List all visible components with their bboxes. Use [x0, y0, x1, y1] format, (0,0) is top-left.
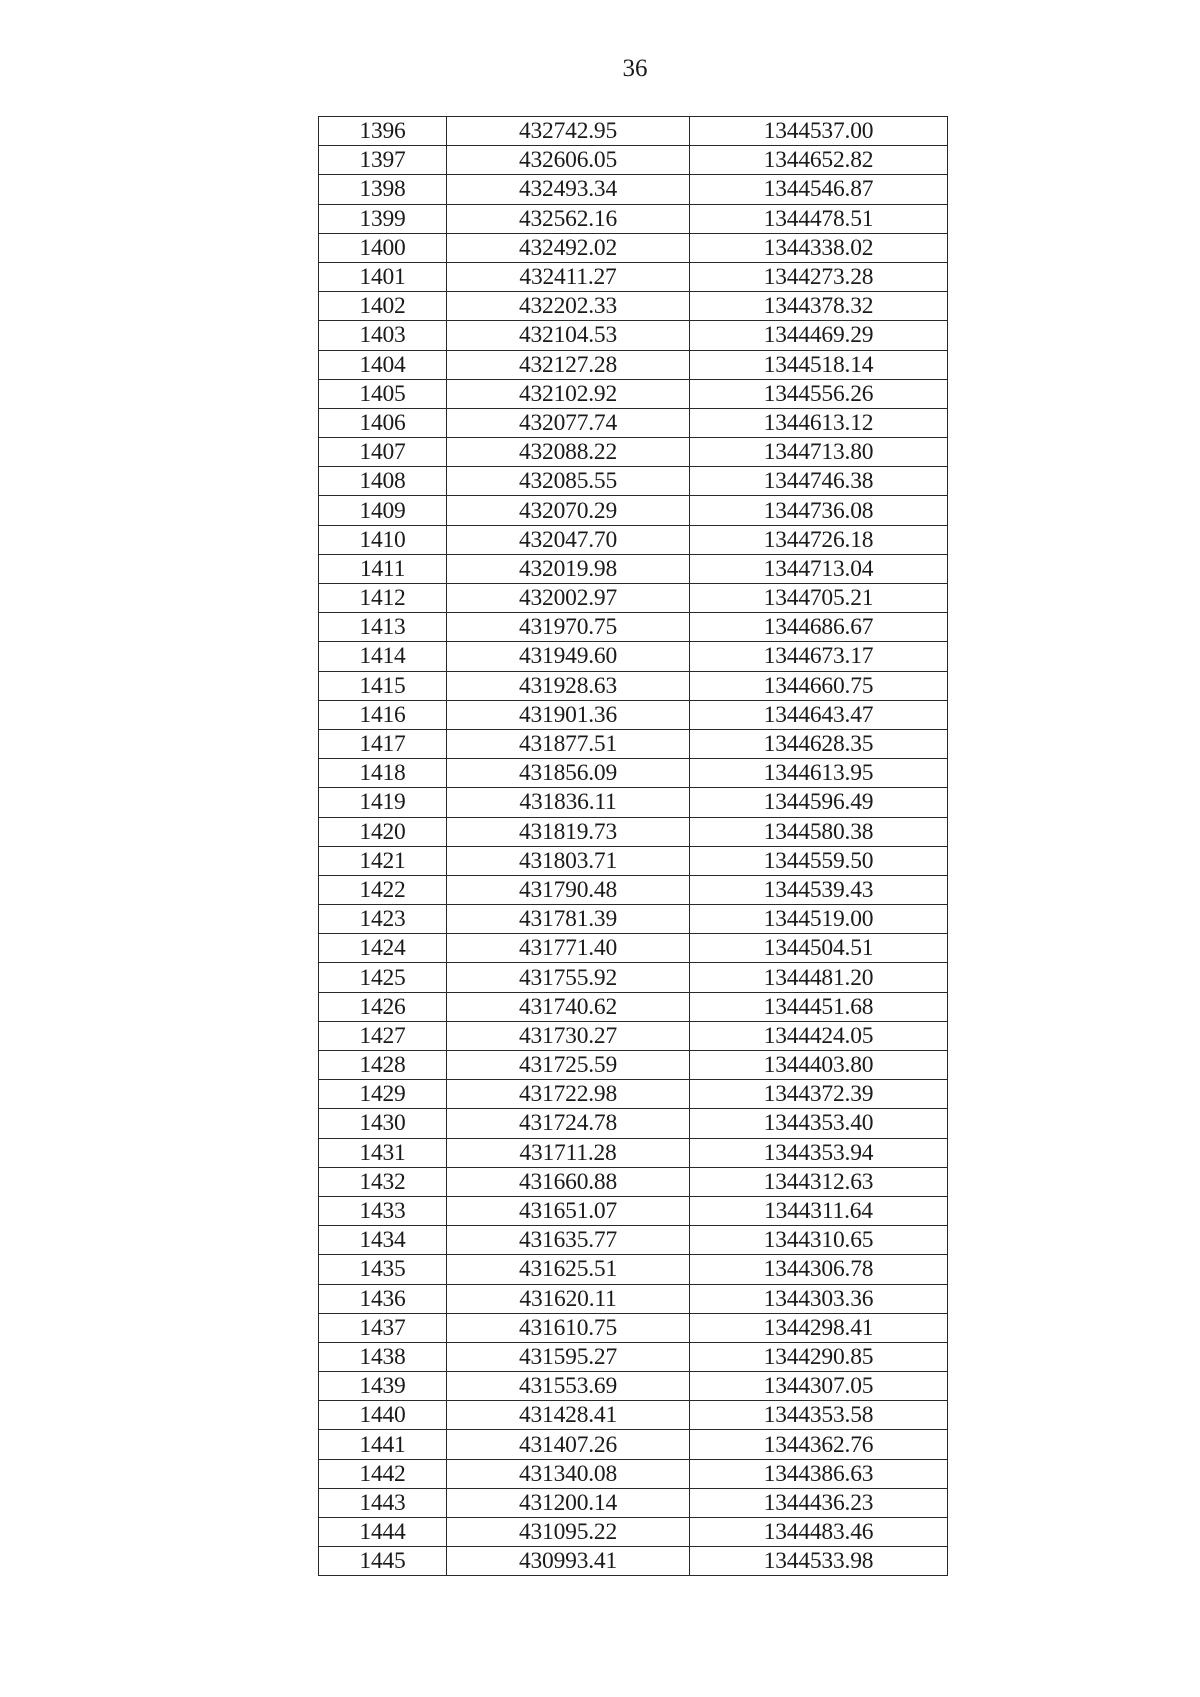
y-coordinate-cell: 1344519.00 [690, 905, 948, 934]
point-number-cell: 1435 [319, 1255, 447, 1284]
x-coordinate-cell: 432088.22 [447, 438, 690, 467]
table-row [319, 554, 948, 583]
table-row [319, 1401, 948, 1430]
y-coordinate-cell: 1344312.63 [690, 1167, 948, 1196]
y-coordinate-cell: 1344378.32 [690, 292, 948, 321]
table-row [319, 1488, 948, 1517]
point-number-cell: 1401 [319, 262, 447, 291]
point-number-cell: 1415 [319, 671, 447, 700]
y-coordinate-cell: 1344290.85 [690, 1342, 948, 1371]
point-number-cell: 1432 [319, 1167, 447, 1196]
point-number-cell: 1445 [319, 1547, 447, 1576]
table-row [319, 233, 948, 262]
x-coordinate-cell: 431740.62 [447, 992, 690, 1021]
y-coordinate-cell: 1344483.46 [690, 1518, 948, 1547]
y-coordinate-cell: 1344613.95 [690, 759, 948, 788]
x-coordinate-cell: 432606.05 [447, 146, 690, 175]
point-number-cell: 1403 [319, 321, 447, 350]
point-number-cell: 1430 [319, 1109, 447, 1138]
table-row [319, 1372, 948, 1401]
y-coordinate-cell: 1344353.58 [690, 1401, 948, 1430]
x-coordinate-cell: 431928.63 [447, 671, 690, 700]
x-coordinate-cell: 431819.73 [447, 817, 690, 846]
table-row [319, 525, 948, 554]
point-number-cell: 1426 [319, 992, 447, 1021]
point-number-cell: 1424 [319, 934, 447, 963]
y-coordinate-cell: 1344643.47 [690, 700, 948, 729]
x-coordinate-cell: 431755.92 [447, 963, 690, 992]
point-number-cell: 1407 [319, 438, 447, 467]
y-coordinate-cell: 1344660.75 [690, 671, 948, 700]
table-row [319, 1518, 948, 1547]
x-coordinate-cell: 431610.75 [447, 1313, 690, 1342]
x-coordinate-cell: 431625.51 [447, 1255, 690, 1284]
table-row [319, 1430, 948, 1459]
table-row [319, 1342, 948, 1371]
point-number-cell: 1425 [319, 963, 447, 992]
point-number-cell: 1428 [319, 1051, 447, 1080]
x-coordinate-cell: 432202.33 [447, 292, 690, 321]
x-coordinate-cell: 432002.97 [447, 584, 690, 613]
table-row [319, 788, 948, 817]
table-row [319, 1284, 948, 1313]
table-row [319, 117, 948, 146]
point-number-cell: 1437 [319, 1313, 447, 1342]
y-coordinate-cell: 1344481.20 [690, 963, 948, 992]
x-coordinate-cell: 431836.11 [447, 788, 690, 817]
x-coordinate-cell: 431722.98 [447, 1080, 690, 1109]
x-coordinate-cell: 431595.27 [447, 1342, 690, 1371]
y-coordinate-cell: 1344556.26 [690, 379, 948, 408]
point-number-cell: 1402 [319, 292, 447, 321]
x-coordinate-cell: 431970.75 [447, 613, 690, 642]
point-number-cell: 1417 [319, 729, 447, 758]
y-coordinate-cell: 1344746.38 [690, 467, 948, 496]
x-coordinate-cell: 431553.69 [447, 1372, 690, 1401]
table-row [319, 992, 948, 1021]
x-coordinate-cell: 431949.60 [447, 642, 690, 671]
x-coordinate-cell: 431781.39 [447, 905, 690, 934]
table-row [319, 759, 948, 788]
y-coordinate-cell: 1344353.40 [690, 1109, 948, 1138]
x-coordinate-cell: 431340.08 [447, 1459, 690, 1488]
y-coordinate-cell: 1344533.98 [690, 1547, 948, 1576]
y-coordinate-cell: 1344362.76 [690, 1430, 948, 1459]
point-number-cell: 1438 [319, 1342, 447, 1371]
y-coordinate-cell: 1344403.80 [690, 1051, 948, 1080]
table-row [319, 1021, 948, 1050]
y-coordinate-cell: 1344273.28 [690, 262, 948, 291]
y-coordinate-cell: 1344686.67 [690, 613, 948, 642]
y-coordinate-cell: 1344372.39 [690, 1080, 948, 1109]
y-coordinate-cell: 1344559.50 [690, 846, 948, 875]
y-coordinate-cell: 1344518.14 [690, 350, 948, 379]
y-coordinate-cell: 1344451.68 [690, 992, 948, 1021]
y-coordinate-cell: 1344596.49 [690, 788, 948, 817]
table-row [319, 146, 948, 175]
point-number-cell: 1436 [319, 1284, 447, 1313]
x-coordinate-cell: 431724.78 [447, 1109, 690, 1138]
table-row [319, 613, 948, 642]
point-number-cell: 1414 [319, 642, 447, 671]
y-coordinate-cell: 1344652.82 [690, 146, 948, 175]
point-number-cell: 1434 [319, 1226, 447, 1255]
point-number-cell: 1405 [319, 379, 447, 408]
point-number-cell: 1399 [319, 204, 447, 233]
table-row [319, 204, 948, 233]
table-row [319, 963, 948, 992]
table-row [319, 875, 948, 904]
y-coordinate-cell: 1344537.00 [690, 117, 948, 146]
table-row [319, 1226, 948, 1255]
table-row [319, 175, 948, 204]
table-row [319, 642, 948, 671]
point-number-cell: 1406 [319, 408, 447, 437]
y-coordinate-cell: 1344436.23 [690, 1488, 948, 1517]
x-coordinate-cell: 432085.55 [447, 467, 690, 496]
point-number-cell: 1404 [319, 350, 447, 379]
point-number-cell: 1419 [319, 788, 447, 817]
y-coordinate-cell: 1344303.36 [690, 1284, 948, 1313]
table-row [319, 1196, 948, 1225]
x-coordinate-cell: 432742.95 [447, 117, 690, 146]
table-row [319, 846, 948, 875]
point-number-cell: 1439 [319, 1372, 447, 1401]
point-number-cell: 1422 [319, 875, 447, 904]
x-coordinate-cell: 431651.07 [447, 1196, 690, 1225]
x-coordinate-cell: 431877.51 [447, 729, 690, 758]
point-number-cell: 1431 [319, 1138, 447, 1167]
table-row [319, 934, 948, 963]
point-number-cell: 1423 [319, 905, 447, 934]
x-coordinate-cell: 432019.98 [447, 554, 690, 583]
table-row [319, 1051, 948, 1080]
table-row [319, 379, 948, 408]
table-row [319, 700, 948, 729]
table-row [319, 1080, 948, 1109]
table-row [319, 671, 948, 700]
x-coordinate-cell: 431095.22 [447, 1518, 690, 1547]
y-coordinate-cell: 1344424.05 [690, 1021, 948, 1050]
point-number-cell: 1421 [319, 846, 447, 875]
point-number-cell: 1409 [319, 496, 447, 525]
coordinates-table-body [319, 117, 948, 1576]
table-row [319, 262, 948, 291]
x-coordinate-cell: 431790.48 [447, 875, 690, 904]
table-row [319, 584, 948, 613]
x-coordinate-cell: 432047.70 [447, 525, 690, 554]
y-coordinate-cell: 1344546.87 [690, 175, 948, 204]
y-coordinate-cell: 1344310.65 [690, 1226, 948, 1255]
table-row [319, 408, 948, 437]
point-number-cell: 1429 [319, 1080, 447, 1109]
x-coordinate-cell: 430993.41 [447, 1547, 690, 1576]
y-coordinate-cell: 1344713.04 [690, 554, 948, 583]
x-coordinate-cell: 432493.34 [447, 175, 690, 204]
x-coordinate-cell: 432102.92 [447, 379, 690, 408]
y-coordinate-cell: 1344469.29 [690, 321, 948, 350]
x-coordinate-cell: 431428.41 [447, 1401, 690, 1430]
x-coordinate-cell: 432127.28 [447, 350, 690, 379]
y-coordinate-cell: 1344673.17 [690, 642, 948, 671]
table-row [319, 1547, 948, 1576]
y-coordinate-cell: 1344628.35 [690, 729, 948, 758]
table-row [319, 1313, 948, 1342]
table-row [319, 1109, 948, 1138]
point-number-cell: 1443 [319, 1488, 447, 1517]
x-coordinate-cell: 432562.16 [447, 204, 690, 233]
x-coordinate-cell: 431407.26 [447, 1430, 690, 1459]
table-row [319, 1459, 948, 1488]
table-row [319, 817, 948, 846]
point-number-cell: 1412 [319, 584, 447, 613]
y-coordinate-cell: 1344504.51 [690, 934, 948, 963]
table-row [319, 467, 948, 496]
table-row [319, 350, 948, 379]
table-row [319, 438, 948, 467]
point-number-cell: 1416 [319, 700, 447, 729]
table-row [319, 292, 948, 321]
table-row [319, 1167, 948, 1196]
x-coordinate-cell: 431856.09 [447, 759, 690, 788]
x-coordinate-cell: 431200.14 [447, 1488, 690, 1517]
y-coordinate-cell: 1344713.80 [690, 438, 948, 467]
x-coordinate-cell: 431771.40 [447, 934, 690, 963]
y-coordinate-cell: 1344580.38 [690, 817, 948, 846]
y-coordinate-cell: 1344478.51 [690, 204, 948, 233]
y-coordinate-cell: 1344311.64 [690, 1196, 948, 1225]
point-number-cell: 1442 [319, 1459, 447, 1488]
x-coordinate-cell: 432070.29 [447, 496, 690, 525]
point-number-cell: 1413 [319, 613, 447, 642]
point-number-cell: 1444 [319, 1518, 447, 1547]
x-coordinate-cell: 431711.28 [447, 1138, 690, 1167]
point-number-cell: 1420 [319, 817, 447, 846]
x-coordinate-cell: 432411.27 [447, 262, 690, 291]
y-coordinate-cell: 1344386.63 [690, 1459, 948, 1488]
y-coordinate-cell: 1344298.41 [690, 1313, 948, 1342]
point-number-cell: 1418 [319, 759, 447, 788]
table-row [319, 496, 948, 525]
point-number-cell: 1411 [319, 554, 447, 583]
x-coordinate-cell: 431730.27 [447, 1021, 690, 1050]
coordinates-table [318, 116, 948, 1576]
y-coordinate-cell: 1344613.12 [690, 408, 948, 437]
x-coordinate-cell: 431901.36 [447, 700, 690, 729]
point-number-cell: 1440 [319, 1401, 447, 1430]
table-row [319, 905, 948, 934]
point-number-cell: 1410 [319, 525, 447, 554]
point-number-cell: 1400 [319, 233, 447, 262]
table-row [319, 1255, 948, 1284]
y-coordinate-cell: 1344307.05 [690, 1372, 948, 1401]
y-coordinate-cell: 1344338.02 [690, 233, 948, 262]
point-number-cell: 1408 [319, 467, 447, 496]
table-row [319, 1138, 948, 1167]
y-coordinate-cell: 1344353.94 [690, 1138, 948, 1167]
table-row [319, 321, 948, 350]
point-number-cell: 1427 [319, 1021, 447, 1050]
point-number-cell: 1441 [319, 1430, 447, 1459]
x-coordinate-cell: 431620.11 [447, 1284, 690, 1313]
x-coordinate-cell: 431660.88 [447, 1167, 690, 1196]
y-coordinate-cell: 1344705.21 [690, 584, 948, 613]
point-number-cell: 1398 [319, 175, 447, 204]
y-coordinate-cell: 1344726.18 [690, 525, 948, 554]
point-number-cell: 1397 [319, 146, 447, 175]
y-coordinate-cell: 1344736.08 [690, 496, 948, 525]
y-coordinate-cell: 1344539.43 [690, 875, 948, 904]
point-number-cell: 1433 [319, 1196, 447, 1225]
x-coordinate-cell: 432077.74 [447, 408, 690, 437]
y-coordinate-cell: 1344306.78 [690, 1255, 948, 1284]
x-coordinate-cell: 431635.77 [447, 1226, 690, 1255]
point-number-cell: 1396 [319, 117, 447, 146]
page-number: 36 [622, 55, 648, 82]
x-coordinate-cell: 432492.02 [447, 233, 690, 262]
table-row [319, 729, 948, 758]
x-coordinate-cell: 431803.71 [447, 846, 690, 875]
x-coordinate-cell: 432104.53 [447, 321, 690, 350]
x-coordinate-cell: 431725.59 [447, 1051, 690, 1080]
